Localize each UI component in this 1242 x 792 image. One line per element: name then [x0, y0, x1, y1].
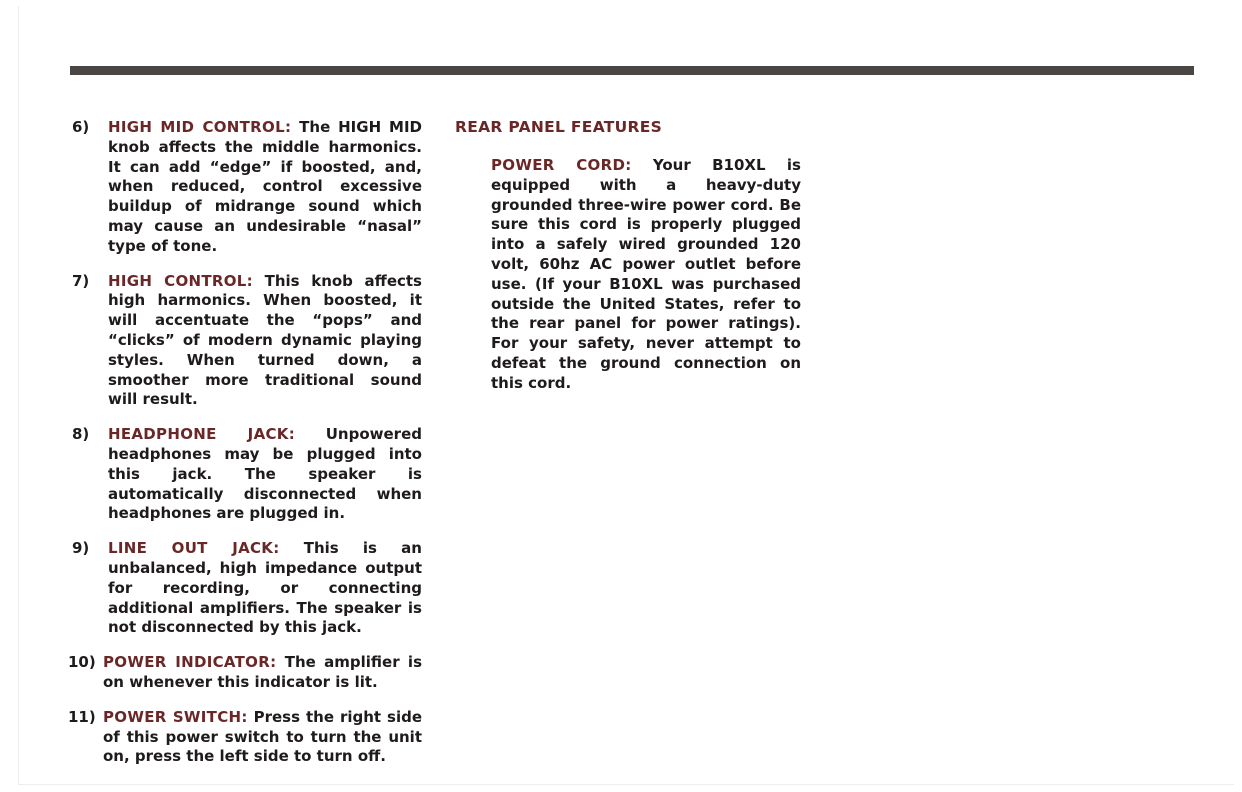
item-text: This knob affects high harmonics. When boosted, it will accentuate the “pops” and “clicks” of modern dynamic playing styles. When turned down, a smoother more traditional sound will result. [108, 271, 422, 409]
item-number: 7) [72, 271, 90, 290]
right-column [455, 118, 805, 394]
list-item-6 [68, 118, 422, 257]
item-heading: POWER INDICATOR: [103, 653, 277, 672]
item-number: 8) [72, 425, 90, 444]
item-text: The amplifier is on whenever this indicator is lit. [103, 653, 422, 691]
list-item-9 [68, 539, 422, 638]
item-number: 6) [72, 118, 90, 136]
list-item-10 [68, 653, 422, 693]
power-cord-heading: POWER CORD: [491, 156, 632, 174]
list-item-11 [68, 708, 422, 767]
left-column [68, 118, 422, 782]
item-heading: HIGH CONTROL: [108, 271, 253, 290]
item-body [108, 425, 422, 524]
list-item-8 [68, 425, 422, 524]
power-cord-paragraph [491, 156, 801, 394]
item-body [108, 118, 422, 257]
item-text: Unpowered headphones may be plugged into this jack. The speaker is automatically disconnected when headphones are plugged in. [108, 425, 422, 523]
item-text: This is an unbalanced, high impedance output for recording, or connecting additional amplifiers. The speaker is not disconnected by this jack. [108, 539, 422, 637]
item-number: 10) [68, 653, 96, 672]
item-heading: LINE OUT JACK: [108, 539, 280, 558]
header-rule [70, 66, 1194, 75]
item-text: Press the right side of this power switch to turn the unit on, press the left side to turn off. [103, 707, 422, 766]
item-heading: POWER SWITCH: [103, 707, 248, 726]
list-item-7 [68, 272, 422, 411]
item-number: 11) [68, 707, 96, 726]
item-body [108, 272, 422, 411]
power-cord-text: Your B10XL is equipped with a heavy-duty grounded three-wire power cord. Be sure this cord is properly plugged into a safely wired grounded 120 volt, 60hz AC power outlet before use. (If your B10XL was purchased outside the United States, refer to the rear panel for power ratings). For your safety, never attempt to defeat the ground connection on this cord. [491, 156, 801, 392]
item-heading: HEADPHONE JACK: [108, 425, 296, 444]
item-body [108, 539, 422, 638]
item-body [103, 708, 422, 767]
item-body [103, 653, 422, 693]
item-text: The HIGH MID knob affects the middle harmonics. It can add “edge” if boosted, and, when reduced, control excessive buildup of midrange sound which may cause an undesirable “nasal” type of tone. [108, 118, 422, 255]
section-title: REAR PANEL FEATURES [455, 118, 663, 136]
item-number: 9) [72, 539, 90, 558]
item-heading: HIGH MID CONTROL: [108, 118, 292, 136]
